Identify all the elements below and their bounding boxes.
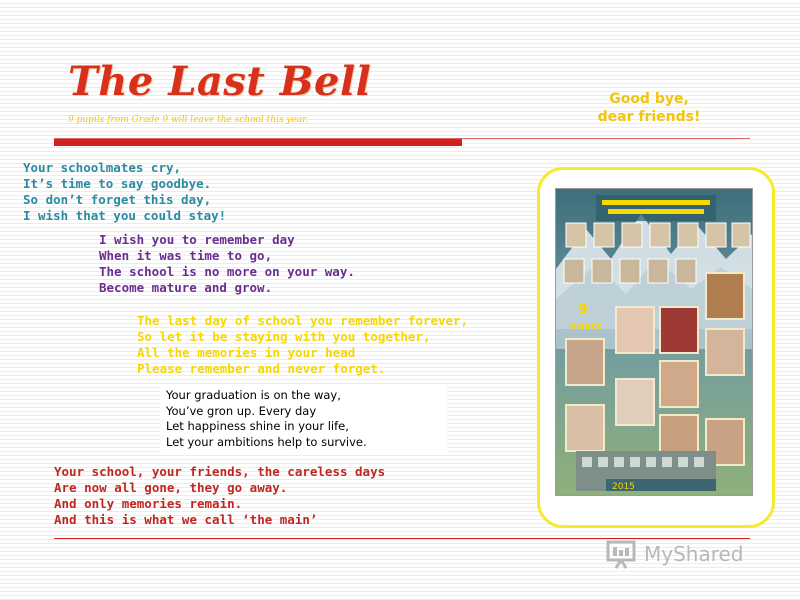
goodbye-caption — [578, 90, 720, 126]
photo-year-label: 2015 — [612, 482, 635, 492]
stanza-5-line: Are now all gone, they go away. — [54, 480, 288, 495]
stanza-1-line: It’s time to say goodbye. — [23, 176, 212, 191]
poem-stanza-5 — [54, 464, 385, 528]
poem-stanza-4 — [166, 388, 367, 450]
header-red-bar — [54, 139, 462, 146]
stanza-5-line: Your school, your friends, the careless days — [54, 464, 386, 479]
stanza-4-line: Let happiness shine in your life, — [166, 419, 349, 433]
stanza-3-line: The last day of school you remember forever, — [137, 313, 469, 328]
stanza-3-line: So let it be staying with you together, — [137, 329, 431, 344]
stanza-3-line: Please remember and never forget. — [137, 361, 386, 376]
stanza-5-line: And only memories remain. — [54, 496, 243, 511]
slide-subtitle: 9 pupils from Grade 9 will leave the school this year. — [68, 115, 309, 125]
poem-stanza-2 — [99, 232, 355, 296]
watermark-logo — [606, 539, 744, 569]
stanza-1-line: I wish that you could stay! — [23, 208, 227, 223]
goodbye-line-2: dear friends! — [597, 109, 701, 125]
poem-stanza-1 — [23, 160, 226, 224]
stanza-1-line: Your schoolmates cry, — [23, 160, 182, 175]
stanza-2-line: Become mature and grow. — [99, 280, 273, 295]
class-word-label: класс — [570, 321, 603, 332]
stanza-2-line: The school is no more on your way. — [99, 264, 355, 279]
stanza-4-line: You’ve gron up. Every day — [166, 403, 317, 418]
presentation-board-icon — [606, 539, 640, 569]
stanza-3-line: All the memories in your head — [137, 345, 356, 360]
goodbye-line-1: Good bye, — [609, 91, 689, 107]
stanza-4-line: Let your ambitions help to survive. — [166, 434, 367, 449]
stanza-2-line: When it was time to go, — [99, 248, 273, 263]
stanza-4-line: Your graduation is on the way, — [166, 388, 341, 402]
slide-title: The Last Bell — [68, 58, 372, 105]
watermark-text: MyShared — [644, 542, 744, 566]
grade-number-label: 9 — [578, 302, 588, 318]
poem-stanza-3 — [137, 313, 468, 377]
stanza-2-line: I wish you to remember day — [99, 232, 295, 247]
stanza-5-line: And this is what we call ‘the main’ — [54, 512, 318, 527]
stanza-1-line: So don’t forget this day, — [23, 192, 212, 207]
class-photo-collage — [555, 188, 753, 496]
